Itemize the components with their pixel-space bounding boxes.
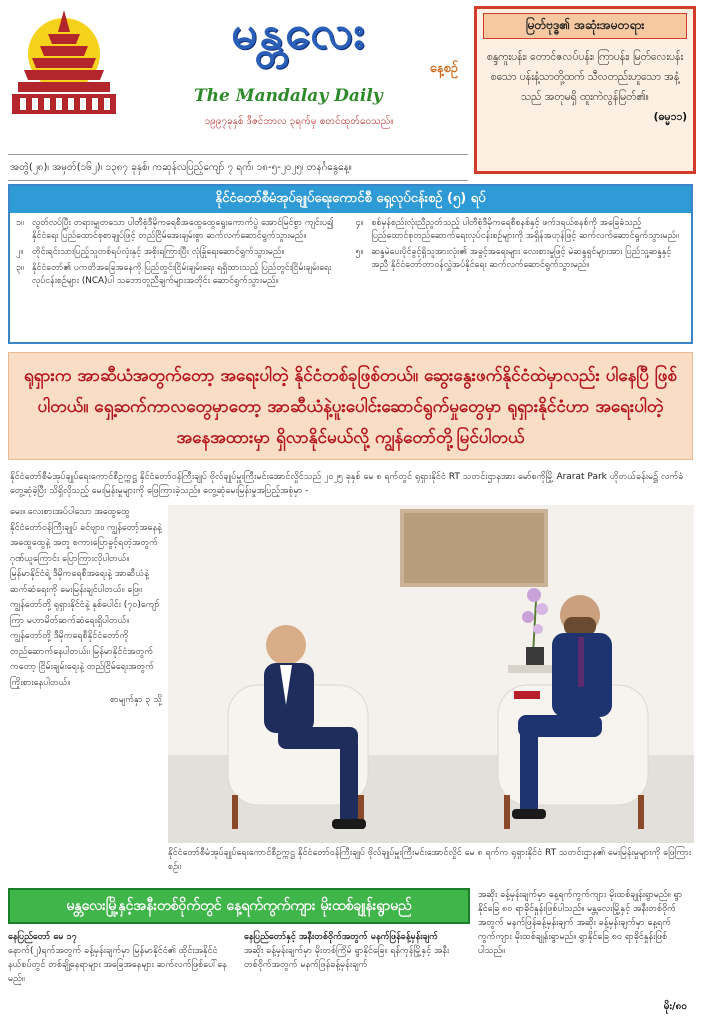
brand-block — [134, 4, 464, 127]
article-intro: နိုင်ငံတော်စီမံအုပ်ချုပ်ရေးကောင်စီဥက္ကဋ္ဌ နိုင်ငံတော်ဝန်ကြီးချုပ် ဗိုလ်ချုပ်မှူးကြီးမင်းအောင်လှိုင်သည် ၂၀၂၅ ခုနှစ် မေ ၈ ရက်တွင် ရုရှားနိုင်ငံ RT သတင်းဌာနအား မော်စကိုမြို့ Ararat Park ဟိုတယ်ခန်းမ၌ လက်ခံတွေ့ဆုံခဲ့ပြီး သိရှိလိုသည့် မေးမြန်းမှုများကို ဖြေကြားခဲ့သည်။ တွေ့ဆုံမေးမြန်းမှုအပြည့်အစုံမှာ - — [10, 472, 684, 496]
english-title: The Mandalay Daily — [194, 86, 383, 106]
weather-column-3 — [478, 888, 693, 958]
masthead — [0, 0, 701, 180]
weather-col2-text: အဆိုး ခန့်မှန်းချက်မှာ မိုးတစ်ကြိမ် ရွာနိုင်ခြေ။ ရန်ကုန်မြို့နှင့် အနီးတစ်ဝိုက်အတွက် မနက်ဖြန်ခန့်မှန်းချက် — [244, 946, 450, 970]
five-point-roadmap — [8, 184, 693, 344]
roadmap-point: ၅။ ဆန္ဒမဲပေးပိုင်ခွင့်ရှိသူအားလုံး၏ အခွင့်အရေးများ လေးစားမှုဖြင့် မဲဆန္ဒရှင်များအား ပြည်သူ့ဆန္ဒနှင့်အညီ နိုင်ငံတော်တာဝန်လွှဲအပ်နိုင်ရေး ဆက်လက်ဆောင်ရွက်သွားမည်။ — [355, 247, 672, 270]
photo-caption: နိုင်ငံတော်စီမံအုပ်ချုပ်ရေးကောင်စီဥက္ကဋ္ဌ နိုင်ငံတော်ဝန်ကြီးချုပ် ဗိုလ်ချုပ်မှူးကြီးမင်းအောင်လှိုင် မေ ၈ ရက်က ရုရှားနိုင်ငံ RT သတင်းဌာန၏ မေးမြန်းမှုများကို ဖြေကြားစဉ်။ — [168, 848, 692, 872]
weather-col1-title: နေပြည်တော် မေ ၁၇ — [8, 932, 77, 942]
issue-dateline: အတွဲ(၂၈)၊ အမှတ်(၁၆၂)၊ ၁၃၈၇ ခုနှစ်၊ ကဆုန်လပြည့်ကျော် ၇ ရက်၊ ၁၈-၅-၂၀၂၅၊ တနင်္ဂနွေနေ့။ — [8, 154, 468, 181]
weather-column-2 — [244, 930, 472, 972]
weather-col1-text: နောက်(၂)ရက်အတွက် ခန့်မှန်းချက်မှာ မြန်မာနိုင်ငံ၏ ထိုင်းအနိုင်ငံနယ်စပ်တွင် တစ်ချို့နေရာများ အခြေအနေများ ဆက်လက်ဖြစ်ပေါ်နေမည်။ — [8, 946, 227, 984]
continued-link[interactable]: စာမျက်နှာ ၃ သို့ — [110, 695, 162, 705]
dhamma-quote-box — [474, 6, 696, 174]
headline-quote-text: ရုရှားက အာဆီယံအတွက်တော့ အရေးပါတဲ့ နိုင်ငံတစ်ခုဖြစ်တယ်။ ဆွေးနွေးဖက်နိုင်ငံထဲမှာလည်း ပါနေပြီ ဖြစ်ပါတယ်။ ရှေ့ဆက်ကာလတွေမှာတော့ အာဆီယံနဲ့ပူးပေါင်းဆောင်ရွက်မှုတွေမှာ ရုရှားနိုင်ငံဟာ အရေးပါတဲ့အနေအထားမှာ ရှိလာနိုင်မယ်လို့ ကျွန်တော်တို့မြင်ပါတယ် — [24, 366, 677, 448]
weather-section — [8, 888, 693, 1018]
weather-col2-title: နေပြည်တော်နှင့် အနီးတစ်ဝိုက်အတွက် မနက်ဖြန်ခန့်မှန်းချက် — [244, 932, 438, 942]
newspaper-subtitle: နေ့စဉ် — [429, 61, 458, 76]
roadmap-heading: နိုင်ငံတော်စီမံအုပ်ချုပ်ရေးကောင်စီ ရှေ့လုပ်ငန်းစဉ် (၅) ရပ် — [10, 186, 691, 213]
roadmap-point: ၂။ တိုင်းရင်းသားပြည့်သူတစ်ရပ်လုံးနှင့် အစိုးရကြားပြီး လုံခြုံရေးဆောင်ရွက်သွားမည်။ — [16, 247, 285, 257]
dhamma-quote-source: (ဓမ္မ၁၁) — [653, 111, 687, 123]
interview-article — [10, 505, 162, 709]
newspaper-title: မန္တလေး — [231, 5, 367, 59]
roadmap-point: ၄။ စစ်မှန်စည်းလုံးညီညွတ်သည့် ပါတီစုံဒီမိုကရေစီစနစ်နှင့် ဖက်ဒရယ်စနစ်ကို အခြေခံသည့် ပြည်ထောင်စုတည်ဆောက်ရေးလုပ်ငန်းစဉ်များကို အရှိန်အဟုန်ဖြင့် ဆက်လက်ဆောင်ရွက်သွားမည်။ — [355, 218, 679, 241]
roadmap-column-right — [356, 217, 686, 291]
founding-note: ၁၉၉၇ခုနှစ် ဒီဇင်ဘာလ ၃ရက်မှ စတင်ထုတ်ဝေသည်။ — [204, 116, 394, 127]
interview-body: မေး။ လေးစားအပ်ပါသော အထွေထွေ နိုင်ငံတော်ဝန်ကြီးချုပ် ခင်ဗျား၊ ကျွန်တော့်အနေနဲ့ အထွေထွေနဲ့ အတူ စကားပြောခွင့်ရတဲ့အတွက် ဂုဏ်ယူကြောင်း ပြောကြားလိုပါတယ်။ မြန်မာနိုင်ငံရဲ့ ဒီမိုကရေစီအရေးနဲ့ အာဆီယံနဲ့ ဆက်ဆံရေးကို မေးမြန်းချင်ပါတယ်။ ဖြေ။ ကျွန်တော်တို့ ရုရှားနိုင်ငံနဲ့ နှစ်ပေါင်း (၇၀)ကျော်ကြာ မဟာမိတ်ဆက်ဆံရေးရှိပါတယ်။ ကျွန်တော်တို့ ဒီမိုကရေစီနိုင်ငံတော်ကို တည်ဆောက်နေပါတယ်။ မြန်မာနိုင်ငံအတွက်ကတော့ ငြိမ်းချမ်းရေးနဲ့ တည်ငြိမ်ရေးအတွက် ကြိုးစားနေပါတယ်။ — [10, 507, 162, 688]
dhamma-quote-body: စန္ဒကူးပန်း၊ တောင်ဇလပ်ပန်း၊ ကြာပန်း၊ မြတ်လေးပန်း စသော ပန်းနံ့သာတို့ထက် သီလတည်းဟူသော အနံ့သည် အတုမရှိ ထူးကဲလွန်မြတ်၏။ — [486, 51, 684, 103]
dhamma-quote-heading: မြတ်ဗုဒ္ဓ၏ အဆုံးအမတရား — [483, 13, 687, 39]
weather-ref: မိုး/၈၀ — [663, 1001, 687, 1012]
weather-banner: မန္တလေးမြို့နှင့်အနီးတစ်ဝိုက်တွင် နေ့ရက်ကွက်ကျား မိုးထစ်ချုန်းရွာမည် — [8, 888, 470, 924]
roadmap-column-left — [16, 217, 346, 291]
weather-column-1 — [8, 930, 236, 986]
roadmap-point: ၃။ နိုင်ငံတော်၏ ပကတိအခြေအနေကို ပြည်တွင်းငြိမ်းချမ်းရေး ရရှိထားသည့် ပြည်တွင်းငြိမ်းချမ်းရေးလုပ်ငန်းစဉ်များ (NCA)ပါ သဘောတူညီချက်များအတိုင်း ဆောင်ရွက်သွားမည်။ — [16, 263, 332, 286]
mandalay-palace-logo — [4, 6, 130, 118]
roadmap-point: ၁။ လွတ်လပ်ပြီး တရားမျှတသော ပါတီစုံဒီမိုကရေစီအထွေထွေရွေးကောက်ပွဲ အောင်မြင်စွာ ကျင်းပ၍ နိုင်ငံရေး ပြည်ထောင်စုစာချုပ်ဖြင့် တည်ငြိမ်အေးချမ်းစွာ ဆက်လက်ဆောင်ရွက်သွားမည်။ — [16, 218, 334, 241]
interview-photo — [168, 505, 694, 843]
weather-col3-text: အဆိုး ခန့်မှန်းချက်မှာ နေ့ရက်ကွက်ကျား မိုးထစ်ချုန်းရွာမည်။ ရွာနိုင်ခြေ ၈၀ ရာခိုင်နှုန်းဖြစ်ပါသည်။ မန္တလေးမြို့နှင့် အနီးတစ်ဝိုက်အတွက် မနက်ဖြန်ခန့်မှန်းချက် အဆိုး ခန့်မှန်းချက်မှာ နေ့ရက်ကွက်ကျား မိုးထစ်ချုန်းရွာမည်။ ရွာနိုင်ခြေ ၈၀ ရာခိုင်နှုန်းဖြစ်ပါသည်။ — [478, 890, 683, 956]
headline-quote — [8, 352, 693, 460]
